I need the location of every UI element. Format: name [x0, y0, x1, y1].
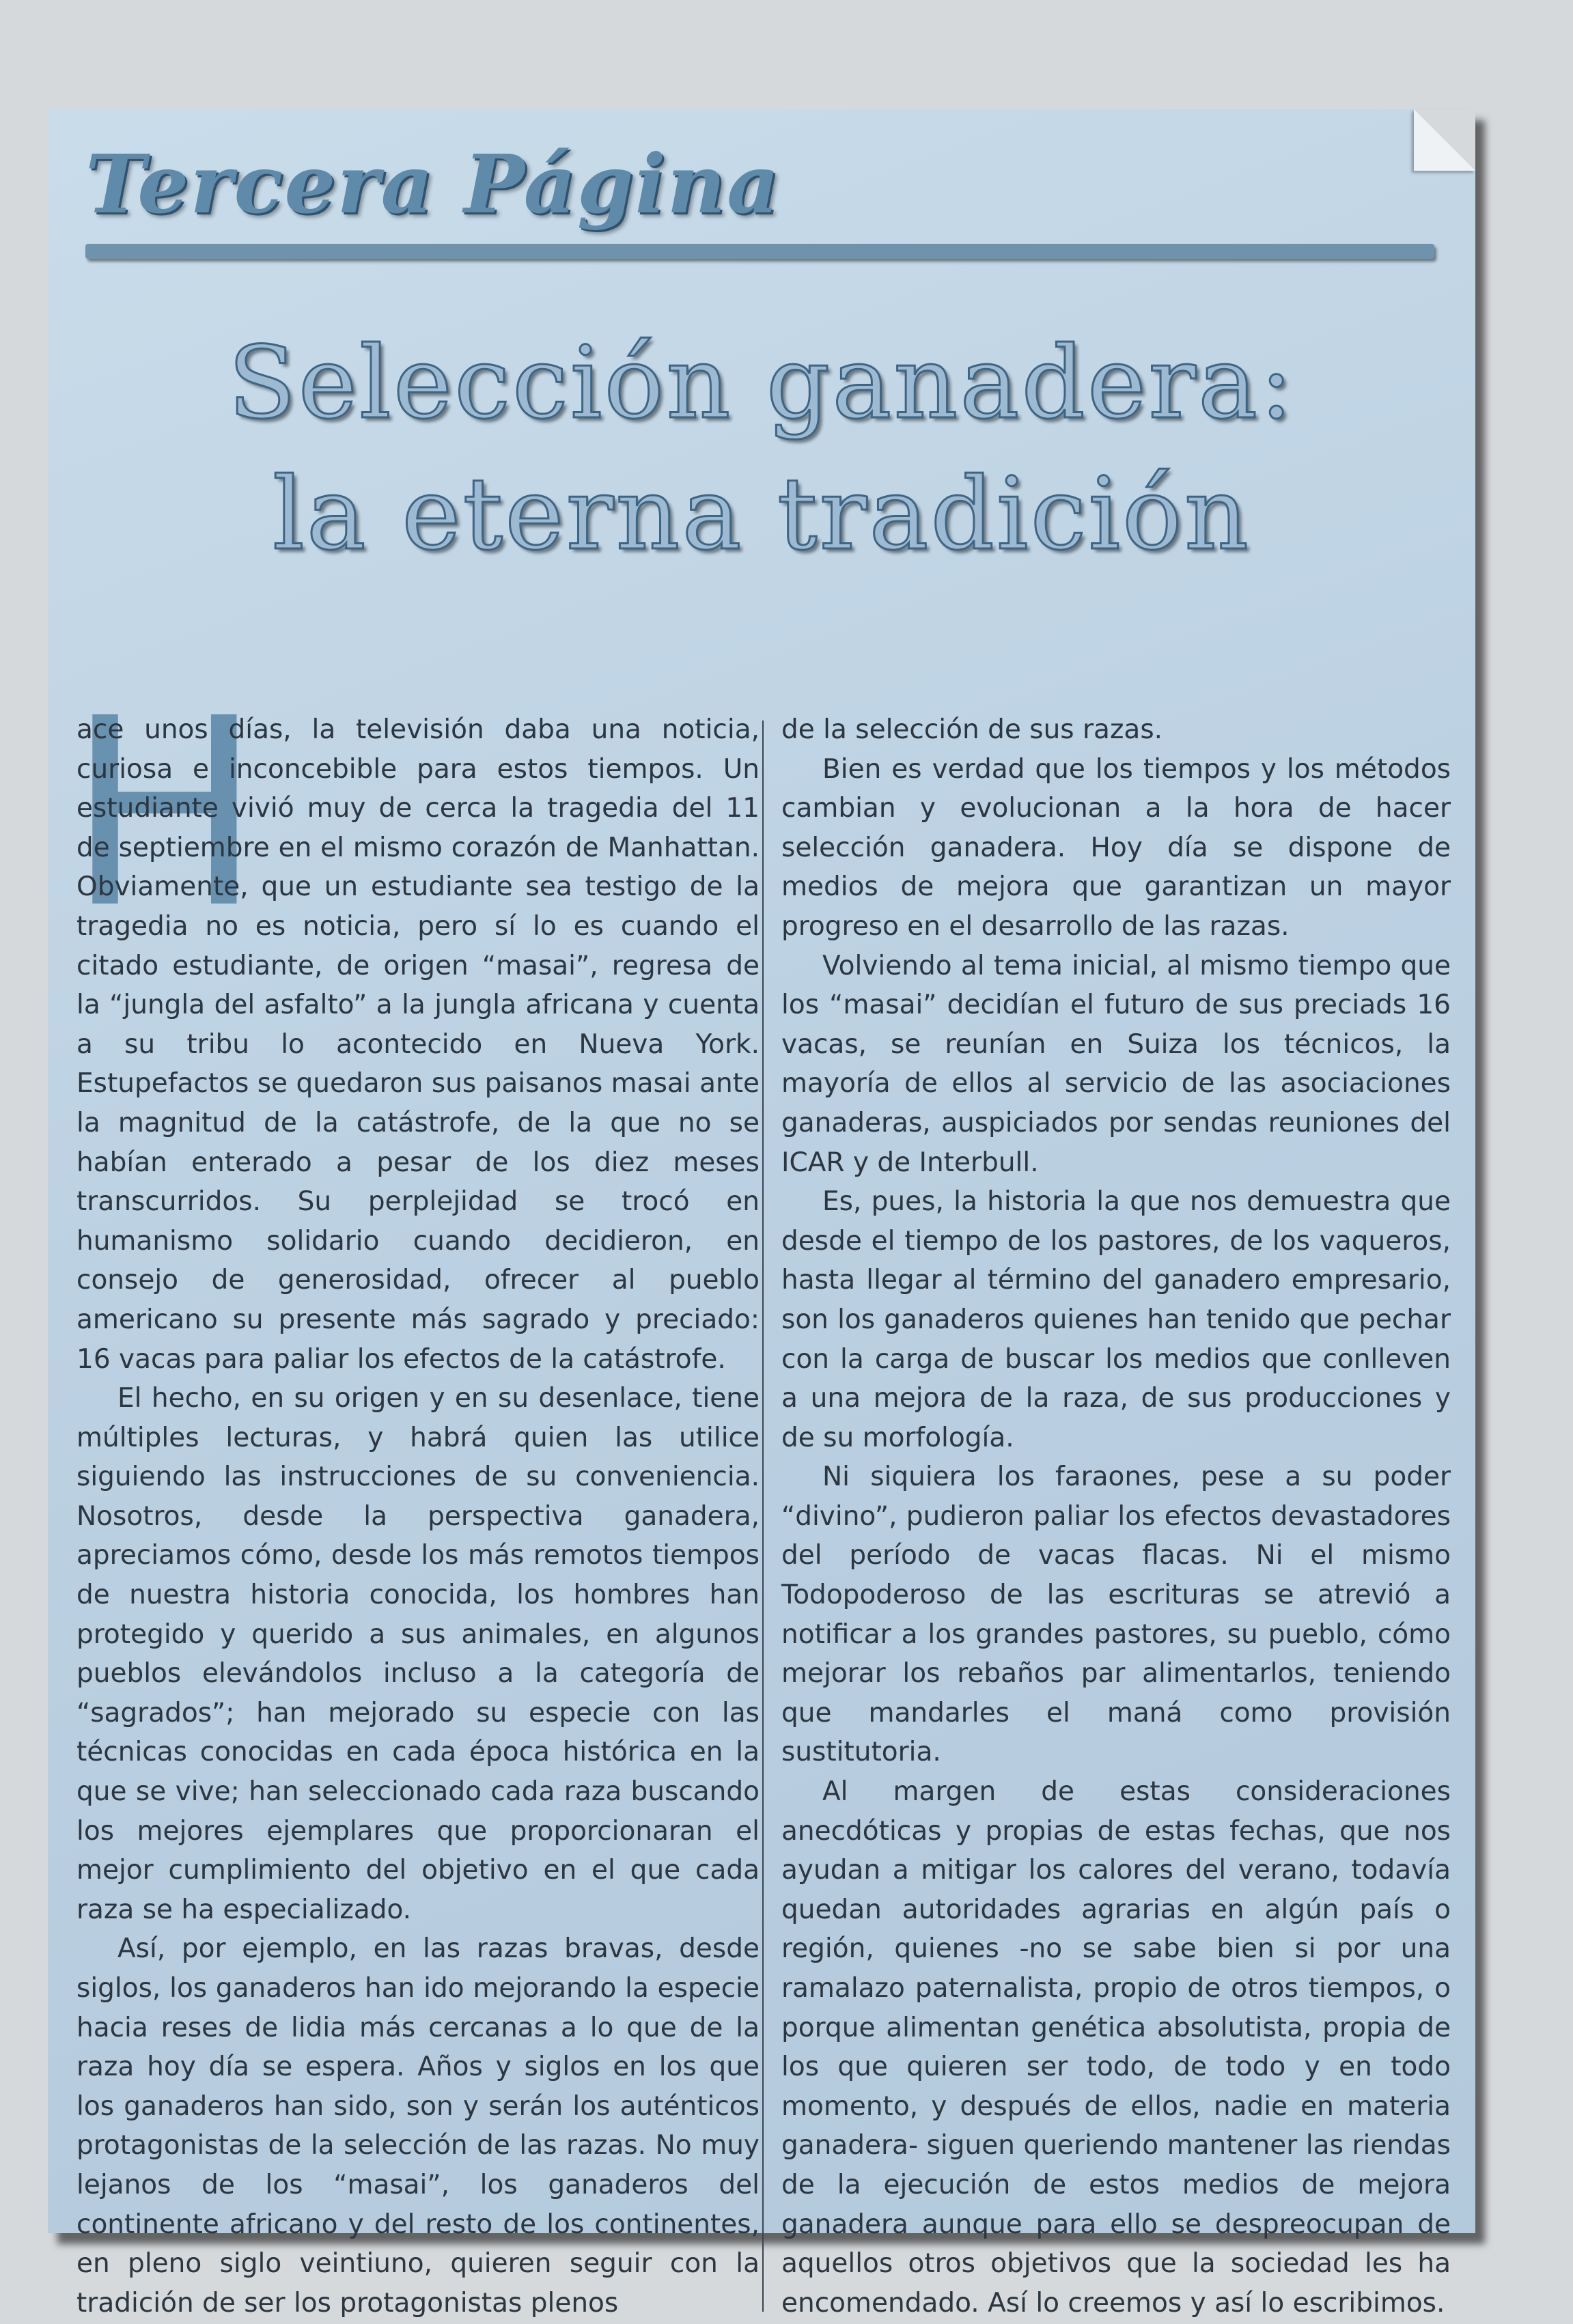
- headline-line-2: la eterna tradición: [273, 456, 1251, 572]
- paragraph: Es, pues, la historia la que nos demuestra que desde el tiempo de los pastores, de los vaqueros, hasta llegar al término del ganadero empresario, son los ganaderos quienes han tenido que pechar con la carga de buscar los medios que conlleven a una mejora de la raza, de sus producciones y de su morfología.: [781, 1186, 1451, 1453]
- drop-cap: H: [67, 662, 262, 965]
- paragraph: ace unos días, la televisión daba una noticia, curiosa e inconcebible para estos tiempos. Un estudiante vivió muy de cerca la tragedia del 11 de septiembre en el mismo corazón de Manhattan. Obviamente, que un estudiante sea testigo de la tragedia no es noticia, pero sí lo es cuando el citado estudiante, de origen “masai”, regresa de la “jungla del asfalto” a la jungla africana y cuenta a su tribu lo acontecido en Nueva York. Estupefactos se quedaron sus paisanos masai ante la magnitud de la catástrofe, de la que no se habían enterado a pesar de los diez meses transcurridos. Su perplejidad se trocó en humanismo solidario cuando decidieron, en consejo de generosidad, ofrecer al pueblo americano su presente más sagrado y preciado: 16 vacas para paliar los efectos de la catástrofe.: [76, 714, 760, 1375]
- paragraph: Al margen de estas consideraciones anecdóticas y propias de estas fechas, que nos ayudan a mitigar los calores del verano, todavía quedan autoridades agrarias en algún país o región, quienes -no se sabe bien si por una ramalazo paternalista, propio de otros tiempos, o porque alimentan genética absolutista, propia de los que quieren ser todo, de todo y en todo momento, y después de ellos, nadie en materia ganadera- siguen queriendo mantener las riendas de la ejecución de estos medios de mejora ganadera aunque para ello se despreocupan de aquellos otros objetivos que la sociedad les ha encomendado. Así lo creemos y así lo escribimos.: [781, 1776, 1451, 2319]
- magazine-page: [48, 109, 1475, 2319]
- headline-line-1: Selección ganadera:: [227, 325, 1296, 441]
- paragraph: El hecho, en su origen y en su desenlace, tiene múltiples lecturas, y habrá quien las utilice siguiendo las instrucciones de su conveniencia. Nosotros, desde la perspectiva ganadera, apreciamos cómo, desde los más remotos tiempos de nuestra historia conocida, los hombres han protegido y querido a sus animales, en algunos pueblos elevándolos incluso a la categoría de “sagrados”; han mejorado su especie con las técnicas conocidas en cada época histórica en la que se vive; han seleccionado cada raza buscando los mejores ejemplares que proporcionaran el mejor cumplimiento del objetivo en el que cada raza se ha especializado.: [76, 1383, 760, 1925]
- paragraph: Bien es verdad que los tiempos y los métodos cambian y evolucionan a la hora de hacer selección ganadera. Hoy día se dispone de medios de mejora que garantizan un mayor progreso en el desarrollo de las razas.: [781, 753, 1451, 942]
- section-title: Tercera Página: [85, 137, 781, 232]
- paragraph: Ni siquiera los faraones, pese a su poder “divino”, pudieron paliar los efectos devastadores del período de vacas flacas. Ni el mismo Todopoderoso de las escrituras se atrevió a notificar a los grandes pastores, su pueblo, cómo mejorar los rebaños par alimentarlos, teniendo que mandarles el maná como provisión sustitutoria.: [781, 1461, 1451, 1768]
- paragraph: de la selección de sus razas.: [781, 714, 1163, 745]
- section-rule: [85, 244, 1434, 259]
- page-curl: [1414, 109, 1475, 171]
- paragraph: Volviendo al tema inicial, al mismo tiempo que los “masai” decidían el futuro de sus preciads 16 vacas, se reunían en Suiza los técnicos, la mayoría de ellos al servicio de las asociaciones ganaderas, auspiciados por sendas reuniones del ICAR y de Interbull.: [781, 950, 1451, 1178]
- column-divider: [762, 720, 764, 2312]
- article-headline: [48, 318, 1475, 580]
- left-column: [76, 710, 760, 2323]
- paragraph: Así, por ejemplo, en las razas bravas, desde siglos, los ganaderos han ido mejorando la especie hacia reses de lidia más cercanas a lo que de la raza hoy día se espera. Años y siglos en los que los ganaderos han sido, son y serán los auténticos protagonistas de la selección de las razas. No muy lejanos de los “masai”, los ganaderos del continente africano y del resto de los continentes, en pleno siglo veintiuno, quieren seguir con la tradición de ser los protagonistas plenos: [76, 1933, 760, 2319]
- right-column: [781, 710, 1451, 2323]
